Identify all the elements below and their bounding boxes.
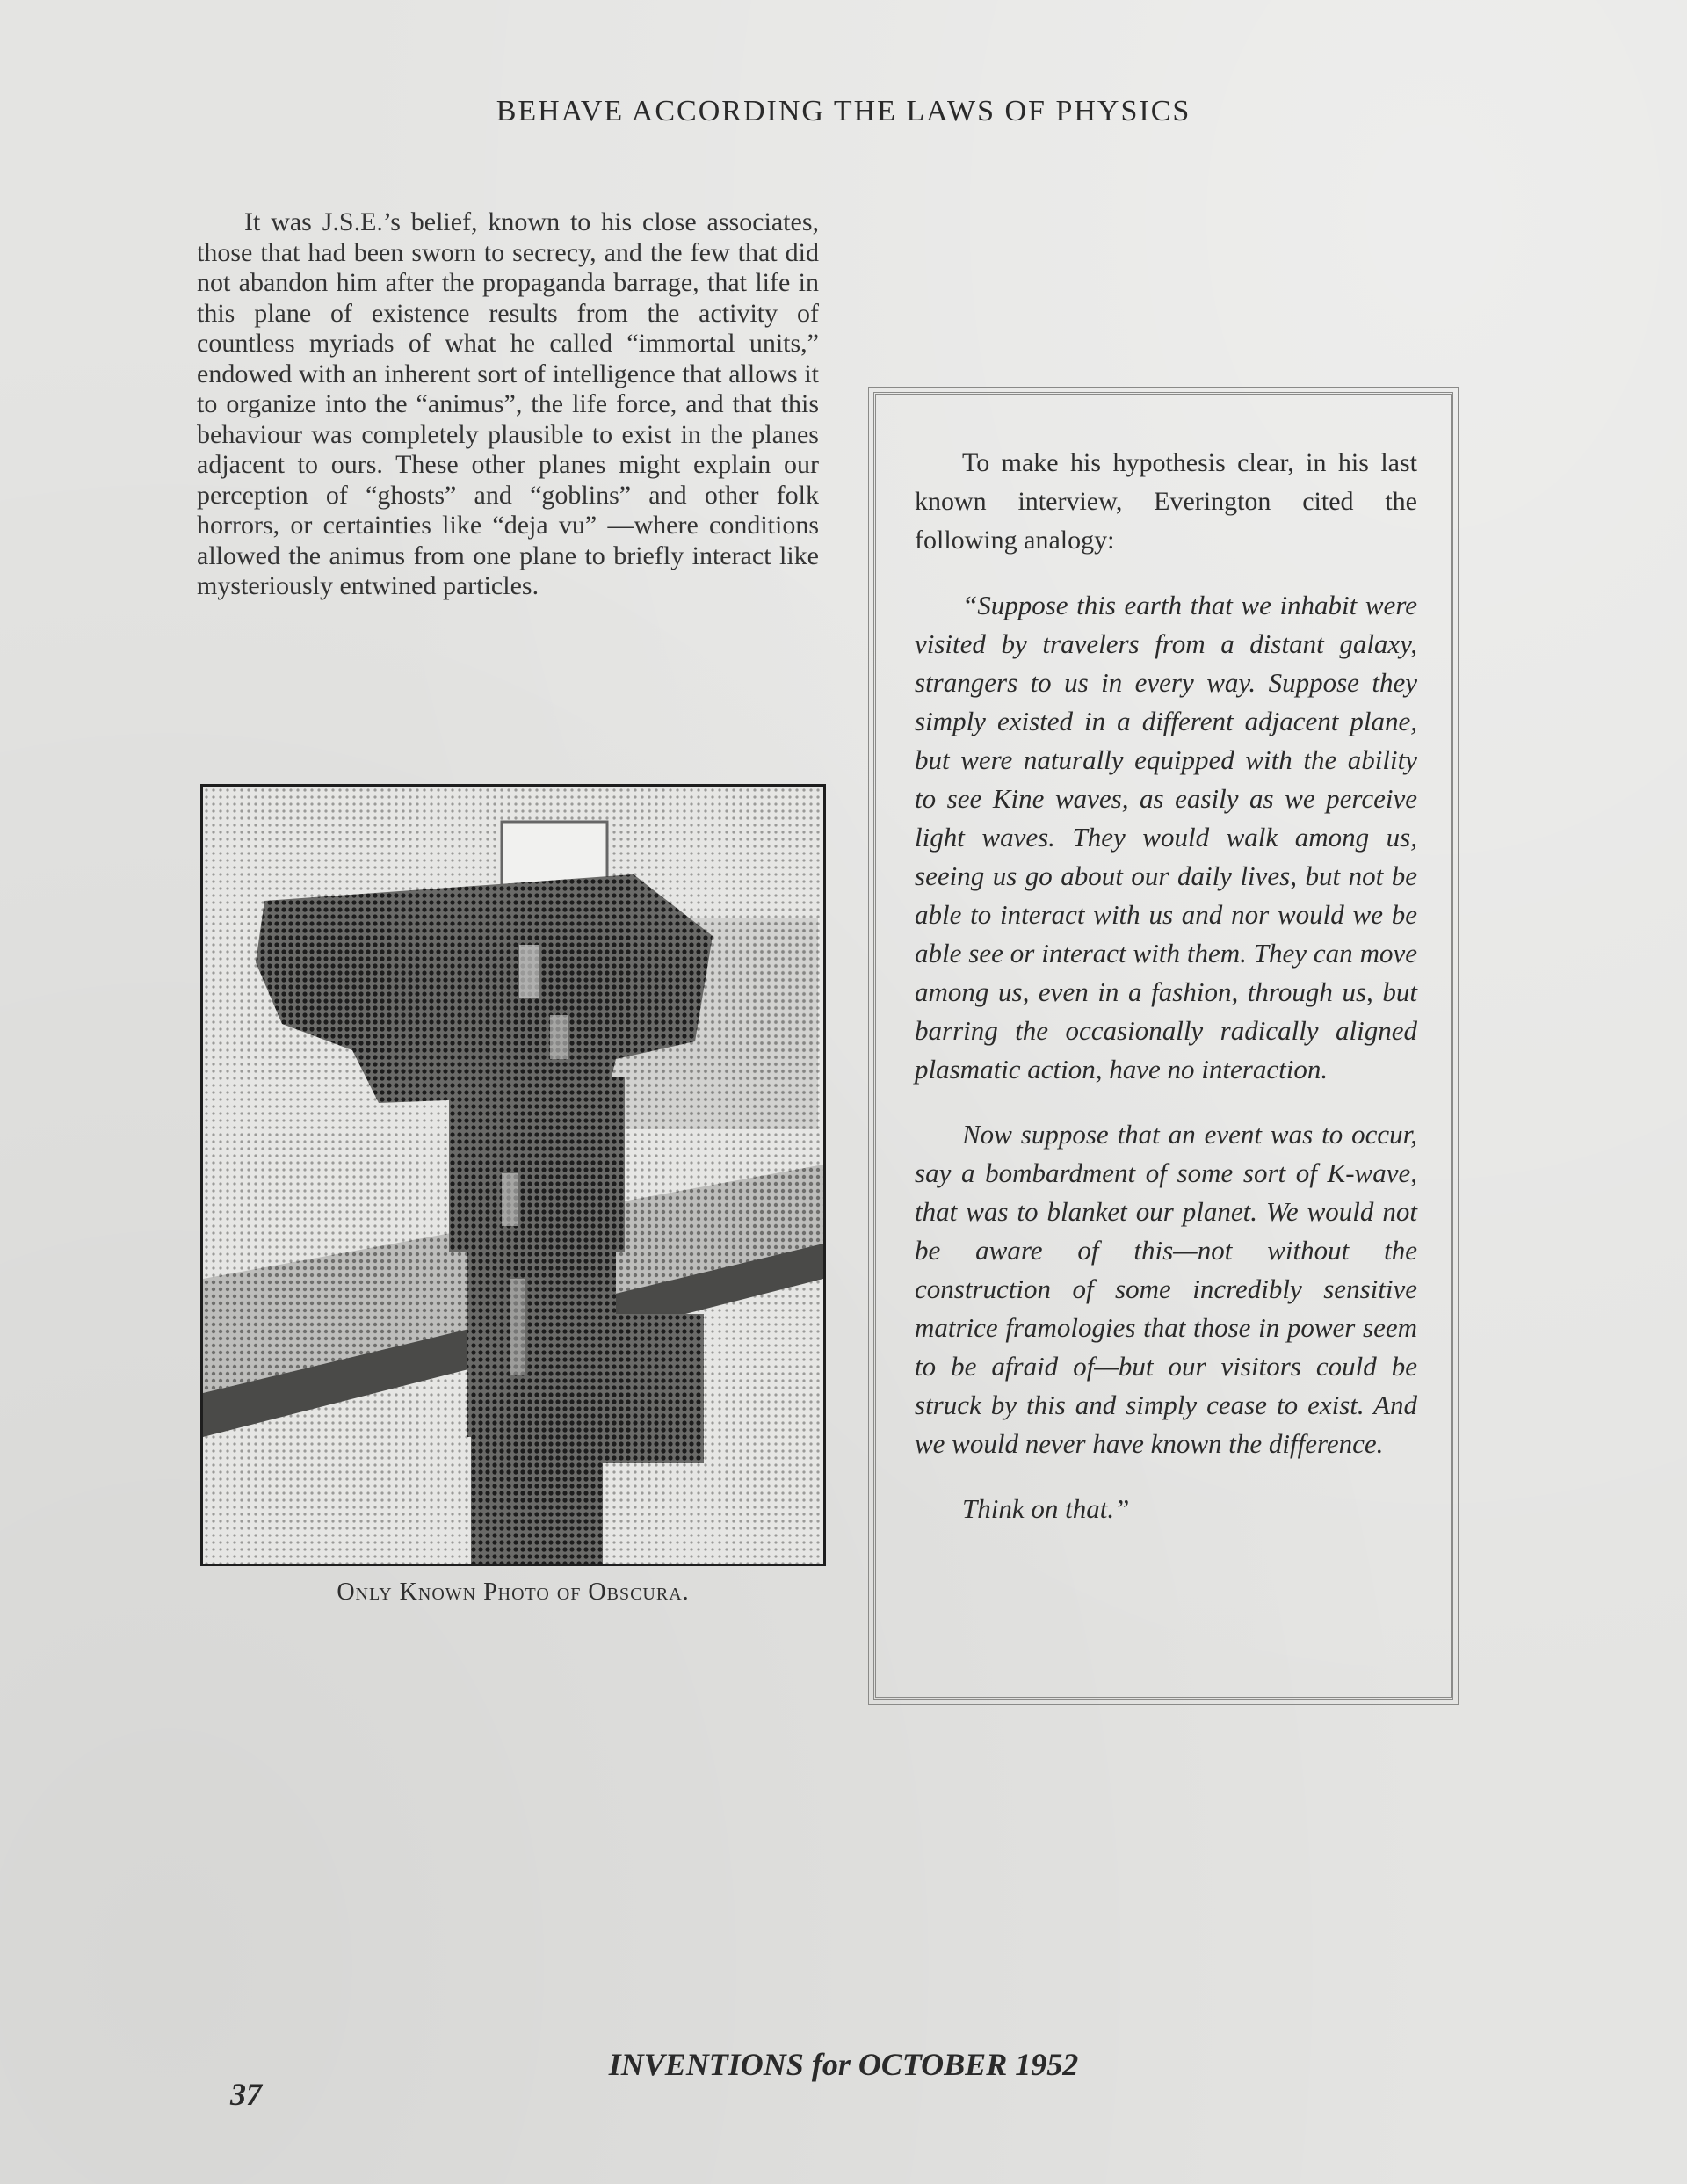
obscura-photo — [200, 784, 826, 1566]
sidebar-quote-paragraph-3: Think on that.” — [962, 1493, 1130, 1524]
sidebar-quote-paragraph-2: Now suppose that an event was to occur, say a bombardment of some sort of K-wave, that was to blanket our planet. We would not be aware of this—not without the construction of some incredibly sensitive matrice framologies that those in power seem to be afraid of—but our visitors could be struck by this and simply cease to exist. And we would never have known the difference. — [915, 1119, 1417, 1459]
sidebar-intro: To make his hypothesis clear, in his last known interview, Everington cited the following analogy: — [915, 448, 1417, 555]
footer-publication: INVENTIONS for OCTOBER 1952 — [608, 2047, 1079, 2082]
sidebar-box — [868, 387, 1459, 1705]
page-number: 37 — [230, 2077, 262, 2112]
photo-caption: Only Known Photo of Obscura. — [337, 1578, 690, 1606]
article-paragraph: It was J.S.E.’s belief, known to his close associates, those that had been sworn to secrecy, and the few that did not abandon him after the propaganda barrage, that life in this plane of existence results from the activity of countless myriads of what he called “immortal units,” endowed with an inherent sort of intelligence that allows it to organize into the “animus”, the life force, and that this behaviour was completely plausible to exist in the planes adjacent to ours. These other planes might explain our perception of “ghosts” and “goblins” and other folk horrors, or certainties like “deja vu” —where conditions allowed the animus from one plane to briefly interact like mysteriously entwined particles. — [197, 207, 819, 600]
sidebar-inner-frame — [873, 392, 1453, 1700]
article-column — [197, 207, 819, 602]
running-head-title: BEHAVE ACCORDING THE LAWS OF PHYSICS — [496, 95, 1191, 127]
sidebar-quote-paragraph-1: “Suppose this earth that we inhabit were visited by travelers from a distant galaxy, strangers to us in every way. Suppose they simply existed in a different adjacent plane, but were naturally equipped with the ability to see Kine waves, as easily as we perceive light waves. They would walk among us, seeing us go about our daily lives, but not be able to interact with us and nor would we be able see or interact with them. They can move among us, even in a fashion, through us, but barring the occasionally radically aligned plasmatic action, have no interaction. — [915, 590, 1417, 1085]
